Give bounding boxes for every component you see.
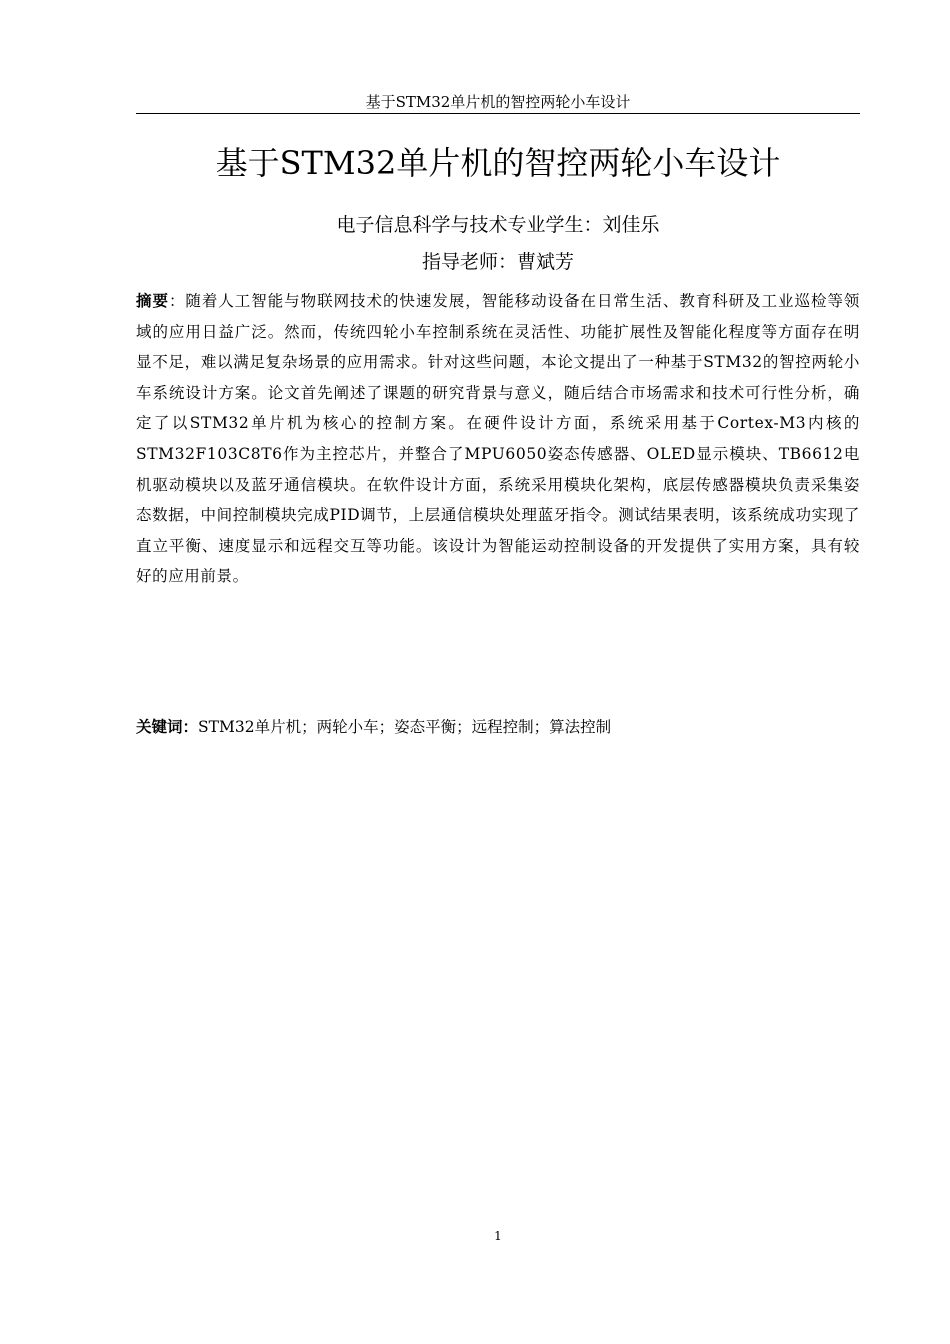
page-number: 1 bbox=[494, 1229, 502, 1243]
author-line: 电子信息科学与技术专业学生：刘佳乐 bbox=[336, 214, 660, 236]
paper-title: 基于STM32单片机的智控两轮小车设计 bbox=[215, 144, 781, 182]
running-header: 基于STM32单片机的智控两轮小车设计 bbox=[365, 93, 631, 111]
keywords-line bbox=[136, 712, 860, 742]
keywords-text: STM32单片机；两轮小车；姿态平衡；远程控制；算法控制 bbox=[198, 718, 612, 736]
header-divider bbox=[136, 113, 860, 114]
keywords-label: 关键词： bbox=[136, 717, 199, 736]
abstract-paragraph bbox=[136, 286, 860, 592]
advisor-line: 指导老师：曹斌芳 bbox=[421, 251, 574, 273]
abstract-separator: ： bbox=[168, 292, 186, 310]
abstract-text: 随着人工智能与物联网技术的快速发展，智能移动设备在日常生活、教育科研及工业巡检等领域的应用日益广泛。然而，传统四轮小车控制系统在灵活性、功能扩展性及智能化程度等方面存在明显不足，难以满足复杂场景的应用需求。针对这些问题，本论文提出了一种基于STM32的智控两轮小车系统设计方案。论文首先阐述了课题的研究背景与意义，随后结合市场需求和技术可行性分析，确定了以STM32单片机为核心的控制方案。在硬件设计方面，系统采用基于Cortex-M3内核的STM32F103C8T6作为主控芯片，并整合了MPU6050姿态传感器、OLED显示模块、TB6612电机驱动模块以及蓝牙通信模块。在软件设计方面，系统采用模块化架构，底层传感器模块负责采集姿态数据，中间控制模块完成PID调节，上层通信模块处理蓝牙指令。测试结果表明，该系统成功实现了直立平衡、速度显示和远程交互等功能。该设计为智能运动控制设备的开发提供了实用方案，具有较好的应用前景。 bbox=[136, 292, 861, 586]
abstract-label: 摘要 bbox=[136, 291, 169, 310]
